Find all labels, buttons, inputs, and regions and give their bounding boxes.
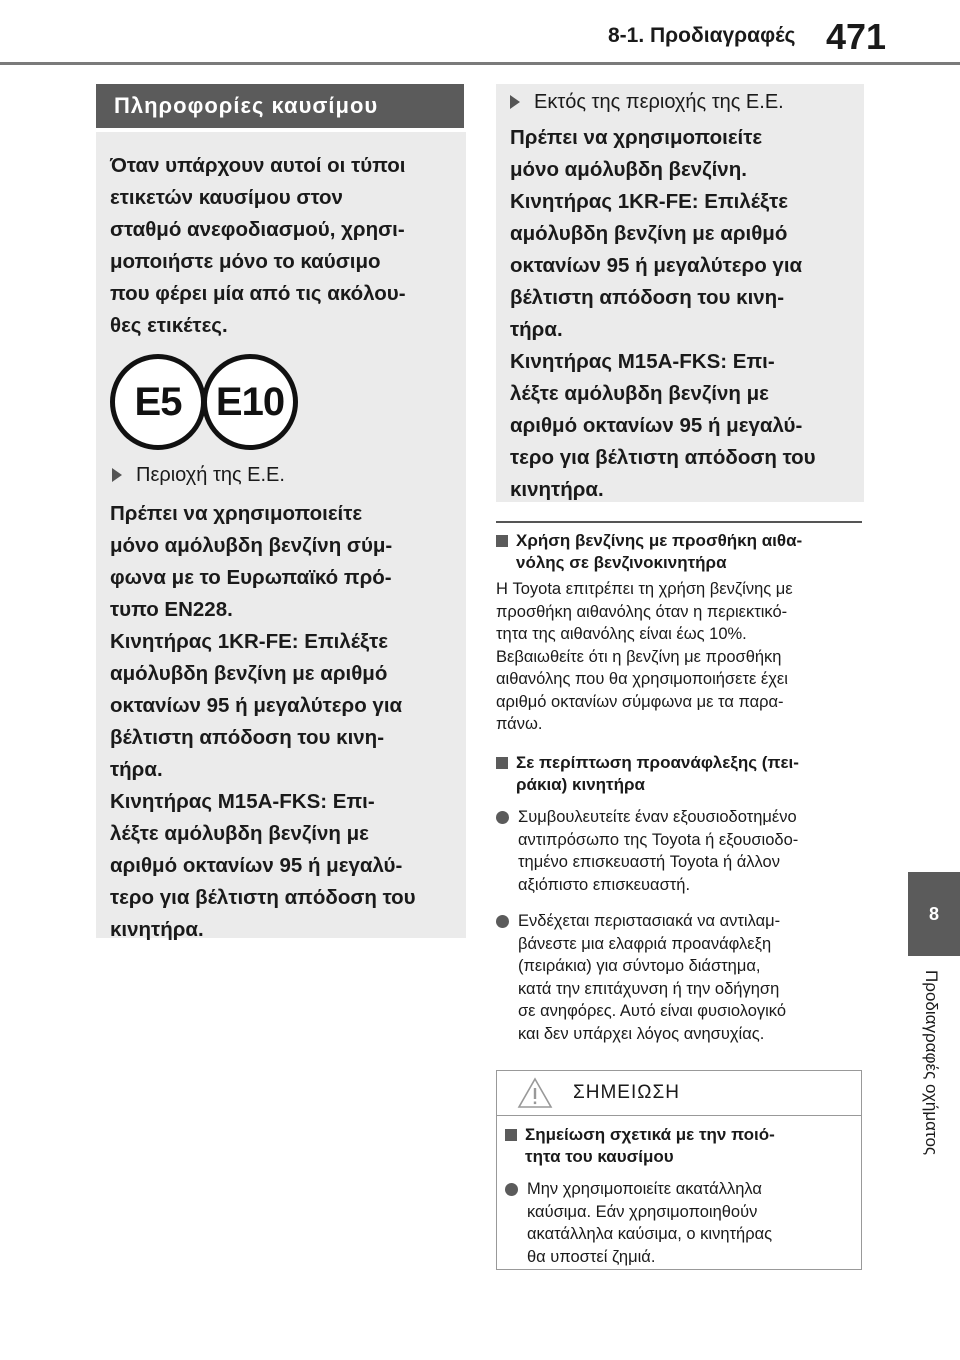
body-line: Η Toyota επιτρέπει τη χρήση βενζίνης με xyxy=(496,580,793,598)
body-line: Βεβαιωθείτε ότι η βενζίνη με προσθήκη xyxy=(496,647,782,666)
eu-region-text: Περιοχή της Ε.Ε. xyxy=(136,464,285,486)
body-line: Κινητήρας 1KR-FE: Επιλέξτε xyxy=(510,190,789,213)
bullet-line: τημένο επισκευαστή Toyota ή άλλον xyxy=(518,853,780,871)
bullet-line: αντιπρόσωπο της Toyota ή εξουσιοδο- xyxy=(518,830,799,849)
section-title: 8-1. Προδιαγραφές xyxy=(608,24,796,47)
body-line: μόνο αμόλυβδη βενζίνη. xyxy=(510,158,747,181)
chapter-label: Προδιαγραφές οχήματος xyxy=(922,970,941,1156)
body-line: πάνω. xyxy=(496,715,543,733)
body-line: αριθμό οκτανίων 95 ή μεγαλύ- xyxy=(510,414,803,437)
body-line: τερο για βέλτιστη απόδοση του xyxy=(110,886,416,909)
knocking-heading xyxy=(496,752,864,796)
body-line: λέξτε αμόλυβδη βενζίνη με xyxy=(110,822,369,845)
warning-icon xyxy=(517,1077,553,1109)
arrow-right-icon xyxy=(112,468,122,482)
bullet-line: ακατάλληλα καύσιμα, ο κινητήρας xyxy=(527,1225,773,1243)
body-line: αιθανόλης που θα χρησιμοποιήσετε έχει xyxy=(496,670,788,688)
body-line: τήρα. xyxy=(510,318,563,341)
fuel-label-e5: E5 xyxy=(110,354,206,450)
eu-region-label xyxy=(112,461,285,489)
eu-region-body xyxy=(110,498,460,946)
notice-content xyxy=(497,1116,861,1268)
body-line: οκτανίων 95 ή μεγαλύτερο για xyxy=(510,254,803,277)
ethanol-section xyxy=(496,530,864,736)
square-bullet-icon xyxy=(505,1129,517,1141)
bullet-line: (πειράκια) για σύντομο διάστημα, xyxy=(518,957,761,975)
intro-line: που φέρει μία από τις ακόλου- xyxy=(110,282,406,305)
body-line: αριθμό οκτανίων σύμφωνα με τα παρα- xyxy=(496,692,784,711)
bullet-line: βάνεστε μια ελαφριά προανάφλεξη xyxy=(518,934,772,953)
intro-line: μοποιήστε μόνο το καύσιμο xyxy=(110,250,381,273)
body-line: μόνο αμόλυβδη βενζίνη σύμ- xyxy=(110,534,393,557)
notice-heading xyxy=(505,1124,853,1168)
non-eu-box xyxy=(496,84,864,502)
bullet-line: αξιόπιστο επισκευαστή. xyxy=(518,875,691,894)
bullet-line: θα υποστεί ζημιά. xyxy=(527,1247,656,1266)
chapter-tab xyxy=(908,872,960,956)
body-line: τήρα. xyxy=(110,758,163,781)
bullet-line: Μην χρησιμοποιείτε ακατάλληλα xyxy=(527,1180,762,1198)
knocking-bullet-1 xyxy=(496,806,864,896)
body-line: βέλτιστη απόδοση του κινη- xyxy=(110,726,385,749)
bullet-line: καύσιμα. Εάν χρησιμοποιηθούν xyxy=(527,1202,758,1221)
body-line: Κινητήρας 1KR-FE: Επιλέξτε xyxy=(110,630,389,653)
notice-box xyxy=(496,1070,862,1270)
knocking-bullet-2 xyxy=(496,910,864,1045)
intro-line: Όταν υπάρχουν αυτοί οι τύποι xyxy=(110,154,406,177)
body-line: τερο για βέλτιστη απόδοση του xyxy=(510,446,816,469)
fuel-label-e10: E10 xyxy=(202,354,298,450)
heading-line: τητα του καυσίμου xyxy=(525,1147,674,1166)
intro-line: σταθμό ανεφοδιασμού, χρησι- xyxy=(110,218,405,241)
body-line: βέλτιστη απόδοση του κινη- xyxy=(510,286,785,309)
round-bullet-icon xyxy=(496,811,509,824)
body-line: λέξτε αμόλυβδη βενζίνη με xyxy=(510,382,769,405)
header-rule xyxy=(0,62,960,65)
arrow-right-icon xyxy=(510,95,520,109)
heading-line: Χρήση βενζίνης με προσθήκη αιθα- xyxy=(516,531,803,550)
bullet-line: και δεν υπάρχει λόγος ανησυχίας. xyxy=(518,1024,765,1043)
ethanol-heading xyxy=(496,530,864,574)
body-line: φωνα με το Ευρωπαϊκό πρό- xyxy=(110,566,392,589)
notice-header xyxy=(497,1071,861,1116)
non-eu-region-label xyxy=(510,88,784,116)
ethanol-body xyxy=(496,578,864,736)
non-eu-region-text: Εκτός της περιοχής της Ε.Ε. xyxy=(534,91,784,113)
section-divider xyxy=(496,521,862,523)
fuel-info-title: Πληροφορίες καυσίμου xyxy=(96,84,464,128)
intro-line: ετικετών καυσίμου στον xyxy=(110,186,343,209)
heading-line: Σε περίπτωση προανάφλεξης (πει- xyxy=(516,753,799,772)
bullet-line: Ενδέχεται περιστασιακά να αντιλαμ- xyxy=(518,912,781,930)
heading-line: ράκια) κινητήρα xyxy=(516,775,645,794)
body-line: Κινητήρας M15A-FKS: Επι- xyxy=(110,790,375,813)
fuel-info-intro xyxy=(110,150,460,342)
round-bullet-icon xyxy=(496,915,509,928)
body-line: τητα της αιθανόλης είναι έως 10%. xyxy=(496,625,747,643)
body-line: κινητήρα. xyxy=(510,478,604,501)
non-eu-body xyxy=(510,122,860,506)
body-line: προσθήκη αιθανόλης όταν η περιεκτικό- xyxy=(496,602,788,621)
body-line: αμόλυβδη βενζίνη με αριθμό xyxy=(510,222,788,245)
chapter-number: 8 xyxy=(928,903,939,924)
square-bullet-icon xyxy=(496,535,508,547)
fuel-info-box xyxy=(96,132,466,941)
intro-line: θες ετικέτες. xyxy=(110,314,228,337)
body-line: Πρέπει να χρησιμοποιείτε xyxy=(510,126,763,149)
body-line: Κινητήρας M15A-FKS: Επι- xyxy=(510,350,775,373)
heading-line: νόλης σε βενζινοκινητήρα xyxy=(516,553,727,572)
square-bullet-icon xyxy=(496,757,508,769)
knocking-section xyxy=(496,752,864,1045)
notice-bullet xyxy=(505,1178,853,1268)
body-line: αμόλυβδη βενζίνη με αριθμό xyxy=(110,662,388,685)
heading-line: Σημείωση σχετικά με την ποιό- xyxy=(525,1125,775,1144)
body-line: αριθμό οκτανίων 95 ή μεγαλύ- xyxy=(110,854,403,877)
body-line: τυπο EN228. xyxy=(110,598,233,621)
notice-title: ΣΗΜΕΙΩΣΗ xyxy=(573,1082,680,1103)
body-line: Πρέπει να χρησιμοποιείτε xyxy=(110,502,363,525)
body-line: κινητήρα. xyxy=(110,918,204,941)
round-bullet-icon xyxy=(505,1183,518,1196)
bullet-line: σε ανηφόρες. Αυτό είναι φυσιολογικό xyxy=(518,1002,787,1020)
page-number: 471 xyxy=(826,16,887,57)
body-line: οκτανίων 95 ή μεγαλύτερο για xyxy=(110,694,403,717)
bullet-line: κατά την επιτάχυνση ή την οδήγηση xyxy=(518,979,780,998)
bullet-line: Συμβουλευτείτε έναν εξουσιοδοτημένο xyxy=(518,808,797,826)
fuel-labels xyxy=(110,354,310,450)
